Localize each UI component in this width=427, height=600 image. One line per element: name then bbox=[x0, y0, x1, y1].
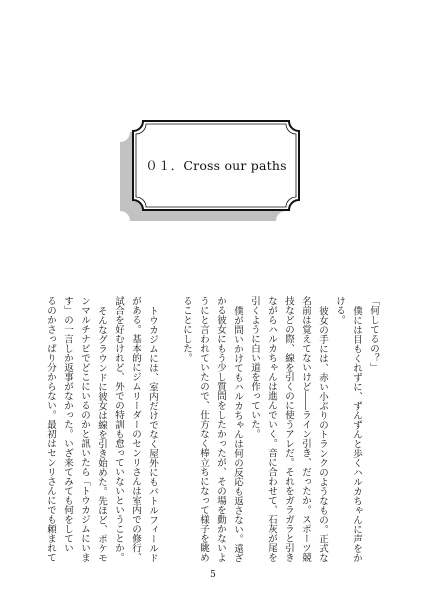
text-line: 技などの際、線を引くのに使うアレだ。それをガラガラと引き bbox=[283, 296, 294, 562]
text-line: トウカジムには、室内だけでなく屋外にもバトルフィールド bbox=[147, 305, 158, 562]
paragraph bbox=[365, 296, 382, 566]
text-line: ンマルチナビでどこにいるのかと訊いたら「トウカジムにいま bbox=[79, 296, 90, 562]
blank-line bbox=[161, 296, 178, 566]
text-line: 引くように白い道を作っていた。 bbox=[249, 296, 260, 439]
page-number: 5 bbox=[210, 570, 216, 580]
text-line: ながらハルカちゃんは進んでいく。音に合わせて、石灰が尾を bbox=[266, 296, 277, 562]
paragraph bbox=[246, 296, 331, 566]
paragraph bbox=[110, 296, 161, 566]
paragraph bbox=[178, 296, 246, 566]
text-line: 名前は覚えてないけど――ライン引き、だったか。スポーツ競 bbox=[300, 296, 311, 562]
text-line: 僕には目もくれずに、ずんずんと歩くハルカちゃんに声をか bbox=[351, 305, 362, 562]
text-line: 「何してるの？」 bbox=[368, 296, 379, 372]
paragraph bbox=[42, 296, 110, 566]
text-line: かる彼女にもう少し質問をしたかったが、その場を動かないよ bbox=[215, 296, 226, 562]
chapter-title: ０１．Cross our paths bbox=[145, 158, 287, 173]
text-line: がある。基本的にジムリーダーのセンリさんは室内での修行、 bbox=[130, 296, 141, 562]
text-line: るのかさっぱり分からない。最初はセンリさんにでも頼まれて bbox=[45, 296, 56, 562]
paragraph bbox=[331, 296, 365, 566]
text-line: 僕が問いかけてもハルカちゃんは何の反応も返さない。遠ざ bbox=[232, 305, 243, 562]
text-line: うにと言われていたので、仕方なく棒立ちになって様子を眺め bbox=[198, 296, 209, 562]
text-line: 試合を好むけれど、外での特訓も怠っていないということか。 bbox=[113, 296, 124, 562]
text-line: す」の一言しか返事がなかった。いざ来てみても何をしてい bbox=[62, 296, 73, 553]
text-line: そんなグラウンドに彼女は線を引き始めた。先ほど、ポケモ bbox=[96, 305, 107, 562]
text-line: 彼女の手には、赤い小ぶりのトランクのようなもの。正式な bbox=[317, 305, 328, 562]
body-text bbox=[42, 296, 382, 566]
text-line: ける。 bbox=[334, 296, 345, 325]
text-line: ることにした。 bbox=[181, 296, 192, 363]
